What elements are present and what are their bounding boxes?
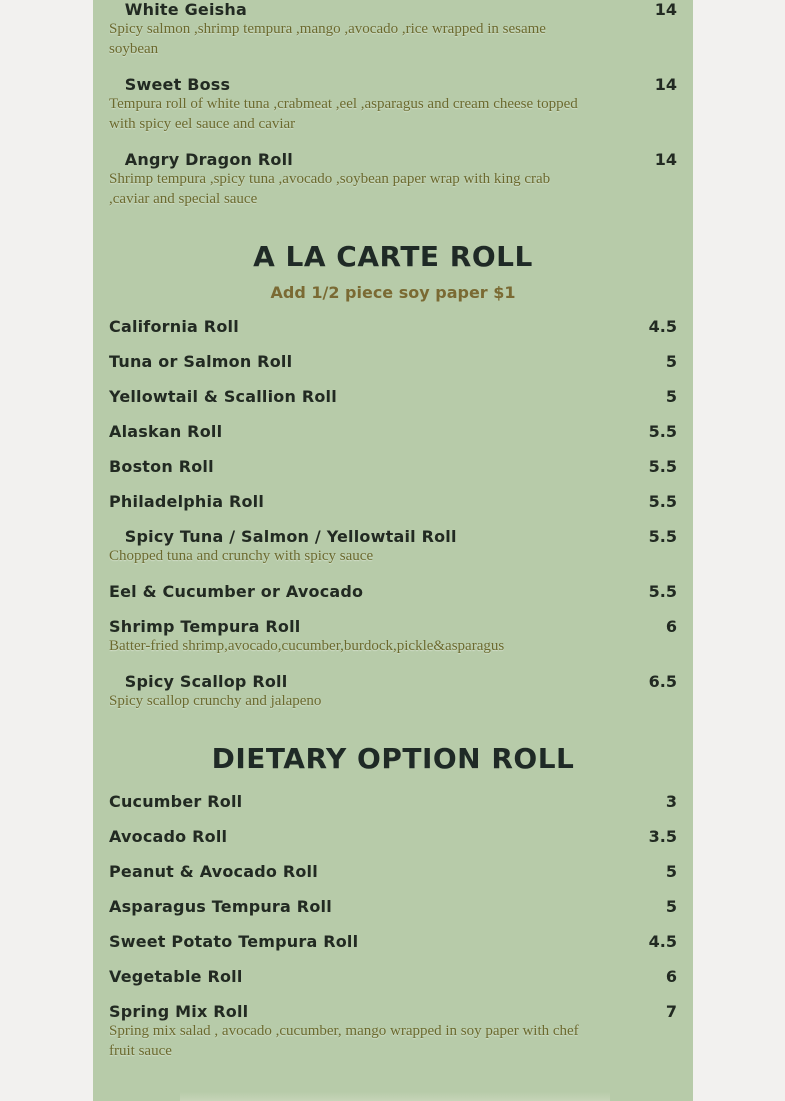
item-price: 6: [665, 617, 677, 636]
item-price: 7: [665, 1002, 677, 1021]
item-name: California Roll: [109, 317, 239, 336]
item-price: 5: [665, 352, 677, 371]
item-price: 4.5: [648, 932, 677, 951]
item-price: 5: [665, 897, 677, 916]
item-name: Peanut & Avocado Roll: [109, 862, 318, 881]
item-price: 5.5: [648, 422, 677, 441]
item-name: Sweet Potato Tempura Roll: [109, 932, 359, 951]
item-price: 3.5: [648, 827, 677, 846]
item-price: 6: [665, 967, 677, 986]
item-name: Yellowtail & Scallion Roll: [109, 387, 337, 406]
item-name: Tuna or Salmon Roll: [109, 352, 293, 371]
item-name: Cucumber Roll: [109, 792, 243, 811]
item-price: 14: [654, 0, 677, 19]
item-name: Spicy Scallop Roll: [124, 672, 288, 691]
item-price: 14: [654, 150, 677, 169]
item-description: Tempura roll of white tuna ,crabmeat ,eel ,asparagus and cream cheese topped with spicy eel sauce and caviar: [109, 96, 578, 132]
item-description: Spring mix salad , avocado ,cucumber, mango wrapped in soy paper with chef fruit sauce: [109, 1023, 579, 1059]
item-name: Spicy Tuna / Salmon / Yellowtail Roll: [124, 527, 457, 546]
item-name: White Geisha: [124, 0, 247, 19]
item-description: Shrimp tempura ,spicy tuna ,avocado ,soybean paper wrap with king crab ,caviar and special sauce: [109, 171, 551, 207]
item-name: Spring Mix Roll: [109, 1002, 249, 1021]
item-name: Shrimp Tempura Roll: [109, 617, 301, 636]
item-name: Boston Roll: [109, 457, 214, 476]
section-subtitle: Add 1/2 piece soy paper $1: [270, 283, 516, 302]
item-name: Angry Dragon Roll: [124, 150, 293, 169]
item-price: 5: [665, 387, 677, 406]
item-price: 6.5: [648, 672, 677, 691]
item-name: Vegetable Roll: [109, 967, 243, 986]
section-title-dietary: DIETARY OPTION ROLL: [211, 742, 575, 775]
item-description: Batter-fried shrimp,avocado,cucumber,burdock,pickle&asparagus: [109, 638, 505, 654]
item-description: Chopped tuna and crunchy with spicy sauce: [109, 548, 374, 564]
item-name: Asparagus Tempura Roll: [109, 897, 332, 916]
item-description: Spicy scallop crunchy and jalapeno: [109, 693, 322, 709]
item-name: Alaskan Roll: [109, 422, 223, 441]
item-name: Avocado Roll: [109, 827, 228, 846]
item-price: 5: [665, 862, 677, 881]
section-title-a-la-carte: A LA CARTE ROLL: [253, 240, 533, 273]
item-price: 5.5: [648, 457, 677, 476]
item-price: 3: [665, 792, 677, 811]
bottom-fade: [180, 1092, 610, 1101]
item-price: 4.5: [648, 317, 677, 336]
item-price: 14: [654, 75, 677, 94]
item-name: Sweet Boss: [124, 75, 231, 94]
item-price: 5.5: [648, 527, 677, 546]
item-description: Spicy salmon ,shrimp tempura ,mango ,avocado ,rice wrapped in sesame soybean: [109, 21, 546, 57]
item-name: Philadelphia Roll: [109, 492, 265, 511]
item-price: 5.5: [648, 492, 677, 511]
item-name: Eel & Cucumber or Avocado: [109, 582, 364, 601]
item-price: 5.5: [648, 582, 677, 601]
